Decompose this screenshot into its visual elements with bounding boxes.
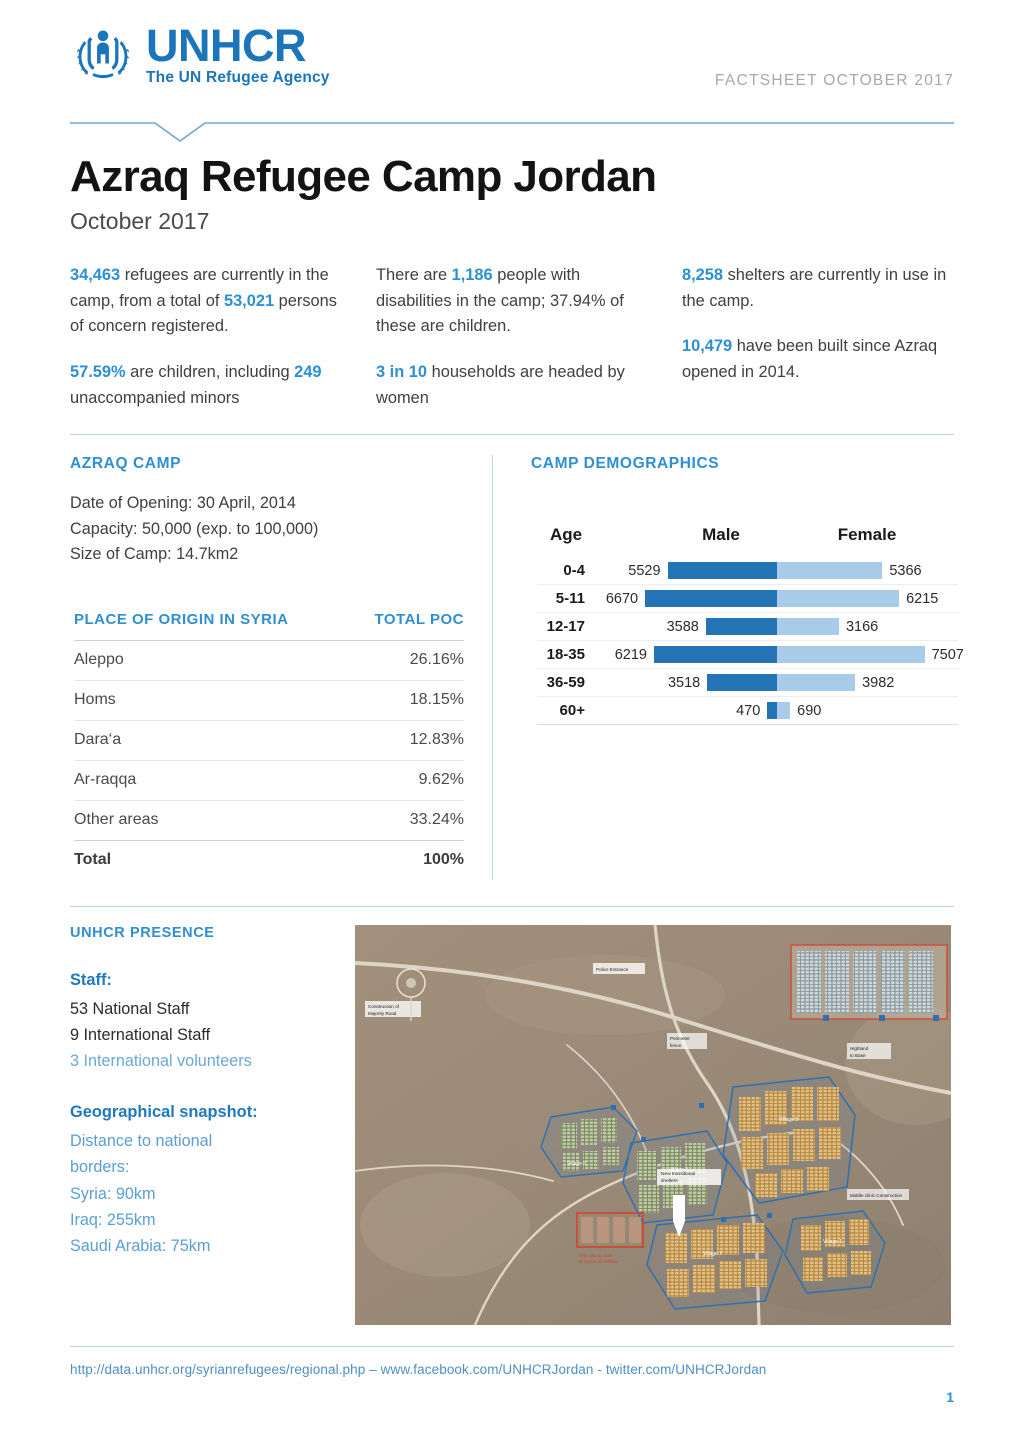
- pyramid-male-bar: [654, 646, 777, 663]
- pyramid-bars: [595, 641, 964, 668]
- pyramid-male-value: 3518: [667, 674, 701, 691]
- svg-text:One row in case: One row in case: [579, 1252, 613, 1258]
- pyramid-row: [537, 669, 958, 697]
- highlight-number: 53,021: [223, 291, 275, 310]
- pyramid-male-bar: [668, 562, 777, 579]
- pyramid-female-side: [777, 641, 964, 668]
- pyramid-rows: [537, 557, 964, 725]
- origin-table-body: [74, 640, 464, 840]
- text-line: borders:: [70, 1158, 130, 1177]
- pyramid-female-side: [777, 669, 959, 696]
- pyramid-row: [537, 557, 958, 585]
- geo-heading: Geographical snapshot:: [70, 1102, 258, 1121]
- svg-text:Village 6: Village 6: [567, 1160, 587, 1167]
- staff-line: 3 International volunteers: [70, 1052, 252, 1071]
- pyramid-male-value: 5529: [628, 562, 661, 579]
- table-row: [74, 720, 464, 760]
- highlight-number: 3 in 10: [376, 363, 428, 382]
- pyramid-female-bar: [777, 618, 839, 635]
- page-header: [0, 0, 1024, 128]
- highlight-text: have been built since Azraq opened in 2014.: [682, 337, 938, 382]
- cell-poc: 18.15%: [349, 680, 464, 720]
- highlight-text: people with disabilities in the camp; 37.94% of these are children.: [376, 265, 624, 336]
- total-label: Total: [74, 840, 349, 880]
- highlight-number: 57.59%: [70, 363, 126, 382]
- cell-place: Homs: [74, 680, 349, 720]
- highlight-text: refugees are currently in the camp, from a total of: [70, 265, 329, 310]
- camp-map-panel: [355, 925, 954, 1325]
- pyramid-female-value: 6215: [906, 590, 939, 607]
- logo-text: [146, 20, 330, 87]
- text-line: Saudi Arabia: 75km: [70, 1237, 211, 1256]
- pyramid-bars: [595, 669, 958, 696]
- pyramid-male-side: [595, 641, 777, 668]
- svg-text:Construction of: Construction of: [368, 1003, 399, 1009]
- pyramid-bars: [595, 697, 958, 724]
- pyramid-female-side: [777, 697, 959, 724]
- pyramid-female-side: [777, 613, 959, 640]
- page-number: 1: [946, 1389, 954, 1405]
- pyramid-male-bar: [767, 702, 776, 719]
- footer-divider: [70, 1346, 954, 1347]
- page-title: Azraq Refugee Camp Jordan: [70, 152, 657, 201]
- pyramid-male-value: 6670: [605, 590, 639, 607]
- pyramid-age-label: 18-35: [546, 646, 585, 664]
- highlight-text: unaccompanied minors: [70, 389, 240, 408]
- svg-text:to Base: to Base: [850, 1052, 866, 1058]
- text-line: Date of Opening: 30 April, 2014: [70, 494, 296, 513]
- text-line: Syria: 90km: [70, 1184, 156, 1203]
- pyramid-row: [537, 585, 958, 613]
- svg-text:Majority Road: Majority Road: [368, 1010, 397, 1016]
- pyramid-row: [537, 613, 958, 641]
- table-header-row: [74, 610, 464, 640]
- col-header-poc: TOTAL POC: [374, 611, 464, 629]
- pyramid-age-label: 5-11: [555, 590, 585, 608]
- table-total-row: [74, 840, 464, 880]
- presence-heading: UNHCR PRESENCE: [70, 924, 215, 941]
- highlight-number: 1,186: [451, 265, 493, 284]
- pyramid-female-value: 690: [797, 702, 822, 719]
- azraq-camp-details: [70, 491, 464, 568]
- pyramid-male-value: 3588: [666, 618, 699, 635]
- pyramid-male-value: 6219: [614, 646, 647, 663]
- logo-tagline: The UN Refugee Agency: [146, 69, 330, 87]
- highlight-paragraph: [376, 360, 648, 412]
- text-line: Capacity: 50,000 (exp. to 100,000): [70, 519, 319, 538]
- pyramid-row: [537, 641, 964, 669]
- unhcr-emblem-icon: [70, 20, 136, 86]
- table-row: [74, 760, 464, 800]
- pyramid-legend: [537, 525, 958, 545]
- azraq-camp-panel: [70, 455, 492, 879]
- highlight-text: households are headed by women: [376, 363, 625, 408]
- pyramid-male-bar: [707, 674, 776, 691]
- svg-text:Village 1: Village 1: [823, 1238, 843, 1245]
- highlight-number: 249: [294, 363, 322, 382]
- pyramid-female-value: 3166: [845, 618, 879, 635]
- highlight-number: 34,463: [70, 265, 121, 284]
- bottom-section: [0, 907, 1024, 1325]
- text-line: Iraq: 255km: [70, 1210, 156, 1229]
- svg-text:Police Entrance: Police Entrance: [596, 966, 629, 972]
- highlight-text: shelters are currently in use in the camp.: [682, 265, 947, 310]
- pyramid-female-value: 7507: [931, 646, 964, 663]
- highlight-text: persons of concern registered.: [70, 291, 337, 336]
- pyramid-male-side: [595, 557, 777, 584]
- mid-section: [0, 435, 1024, 879]
- pyramid-female-bar: [777, 674, 856, 691]
- pyramid-female-bar: [777, 590, 900, 607]
- legend-male: Male: [702, 525, 740, 545]
- pyramid-female-side: [777, 557, 959, 584]
- svg-text:Perimeter: Perimeter: [670, 1035, 690, 1041]
- stats-column-3: [682, 263, 954, 413]
- highlight-text: are children, including: [125, 363, 295, 382]
- satellite-map-image: [355, 925, 951, 1325]
- footer-links[interactable]: http://data.unhcr.org/syrianrefugees/regional.php – www.facebook.com/UNHCRJordan - twitter.com/UNHCRJordan: [70, 1362, 767, 1377]
- pyramid-male-value: 470: [736, 702, 761, 719]
- highlight-number: 10,479: [682, 337, 733, 356]
- page-subtitle: October 2017: [70, 207, 210, 234]
- cell-poc: 12.83%: [349, 720, 464, 760]
- pyramid-age-label: 60+: [559, 702, 585, 720]
- geo-list: [70, 1128, 335, 1260]
- text-line: Distance to national: [70, 1131, 213, 1150]
- population-pyramid-chart: [531, 525, 964, 725]
- highlight-text: There are: [376, 265, 452, 284]
- pyramid-female-side: [777, 585, 959, 612]
- svg-text:Village 2: Village 2: [703, 1250, 723, 1257]
- pyramid-female-bar: [777, 562, 883, 579]
- pyramid-male-side: [595, 697, 777, 724]
- cell-poc: 26.16%: [349, 640, 464, 680]
- table-row: [74, 640, 464, 680]
- svg-text:Highland: Highland: [850, 1045, 869, 1051]
- header-divider: [70, 122, 954, 144]
- pyramid-male-bar: [645, 590, 776, 607]
- staff-list: [70, 996, 335, 1075]
- table-row: [74, 680, 464, 720]
- pyramid-age-label: 12-17: [546, 618, 585, 636]
- cell-place: Aleppo: [74, 640, 349, 680]
- total-value: 100%: [349, 840, 464, 880]
- key-statistics: [0, 235, 1024, 413]
- pyramid-female-bar: [777, 702, 791, 719]
- pyramid-row: [537, 697, 958, 725]
- factsheet-label: FACTSHEET OCTOBER 2017: [714, 72, 954, 89]
- staff-line: 53 National Staff: [70, 999, 190, 1018]
- pyramid-female-bar: [777, 646, 925, 663]
- svg-text:Middle clinic Construction: Middle clinic Construction: [850, 1192, 903, 1198]
- table-row: [74, 800, 464, 840]
- highlight-paragraph: [682, 334, 954, 386]
- pyramid-female-value: 3982: [862, 674, 895, 691]
- cell-place: Ar-raqqa: [74, 760, 349, 800]
- text-line: Size of Camp: 14.7km2: [70, 545, 239, 564]
- unhcr-logo: [70, 16, 330, 87]
- svg-text:New transitional: New transitional: [661, 1171, 696, 1177]
- pyramid-male-side: [595, 585, 777, 612]
- highlight-paragraph: [70, 360, 342, 412]
- demographics-panel: [492, 455, 964, 879]
- col-header-place: PLACE OF ORIGIN IN SYRIA: [74, 611, 289, 629]
- pyramid-age-label: 0-4: [563, 562, 585, 580]
- logo-wordmark: UNHCR: [146, 20, 306, 71]
- cell-place: Other areas: [74, 811, 159, 829]
- svg-text:fence: fence: [670, 1042, 682, 1048]
- pyramid-male-bar: [706, 618, 777, 635]
- svg-text:Village 5: Village 5: [779, 1116, 799, 1123]
- pyramid-bars: [595, 613, 958, 640]
- demographics-heading: CAMP DEMOGRAPHICS: [531, 455, 720, 473]
- pyramid-age-label: 36-59: [546, 674, 585, 692]
- highlight-paragraph: [70, 263, 342, 341]
- pyramid-female-value: 5366: [889, 562, 922, 579]
- svg-text:shelters: shelters: [661, 1178, 678, 1184]
- legend-female: Female: [837, 525, 897, 545]
- highlight-paragraph: [682, 263, 954, 315]
- unhcr-presence-panel: [70, 925, 355, 1325]
- svg-text:of cases of cholera: of cases of cholera: [579, 1258, 618, 1264]
- pyramid-bars: [595, 585, 958, 612]
- pyramid-male-side: [595, 613, 777, 640]
- highlight-number: 8,258: [682, 265, 724, 284]
- cell-poc: 9.62%: [349, 760, 464, 800]
- staff-line: 9 International Staff: [70, 1025, 211, 1044]
- pyramid-bars: [595, 557, 958, 584]
- stats-column-2: [376, 263, 648, 413]
- pyramid-male-side: [595, 669, 777, 696]
- place-of-origin-table: [74, 610, 464, 880]
- legend-age: Age: [549, 525, 583, 545]
- highlight-paragraph: [376, 263, 648, 341]
- stats-column-1: [70, 263, 342, 413]
- geographical-snapshot: [70, 1103, 335, 1260]
- cell-poc: 33.24%: [409, 811, 464, 829]
- azraq-camp-heading: AZRAQ CAMP: [70, 455, 182, 473]
- staff-heading: Staff:: [70, 970, 112, 989]
- cell-place: Dara‘a: [74, 720, 349, 760]
